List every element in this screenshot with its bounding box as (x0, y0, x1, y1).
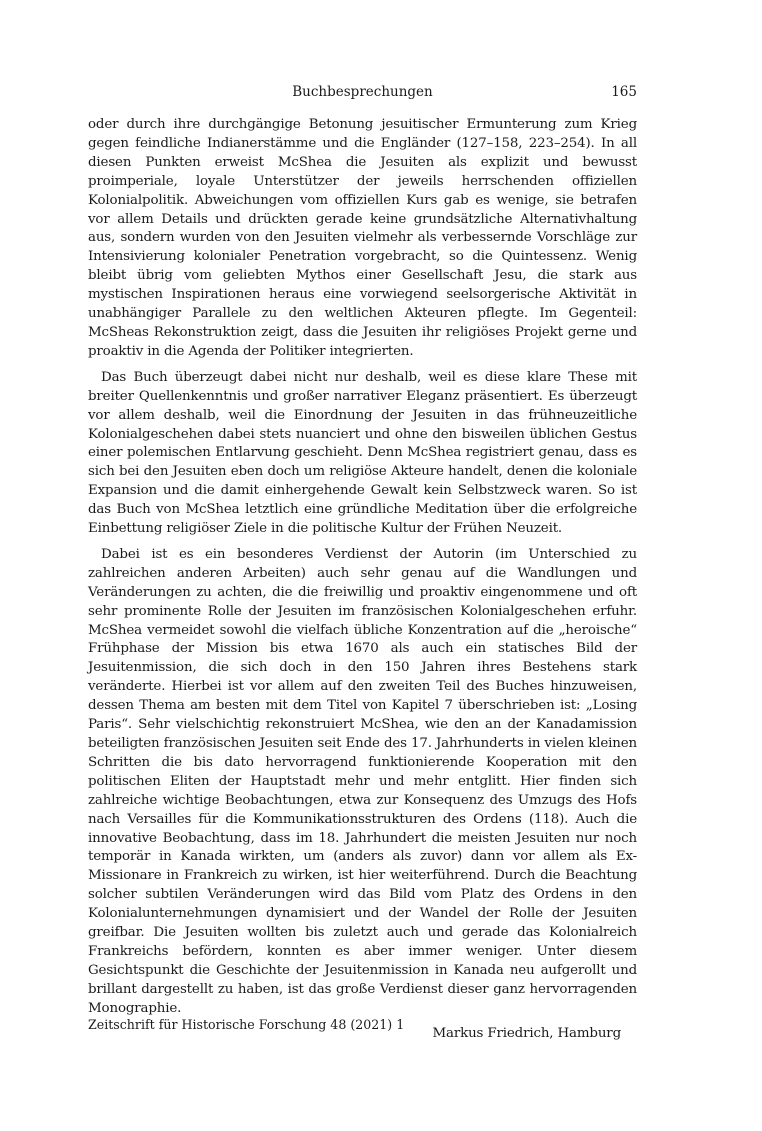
page-number: 165 (611, 84, 637, 100)
running-title: Buchbesprechungen (292, 84, 433, 100)
paragraph: oder durch ihre durchgängige Betonung jesuitischer Ermunterung zum Krieg gegen feindliche Indianerstämme und die Engländer (127–158, 223–254). In all diesen Punkten erweist McShea die Jesuiten als explizit und bewusst proimperiale, loyale Unterstützer der jeweils herrschenden offiziellen Kolonialpolitik. Abweichungen vom offiziellen Kurs gab es wenige, sie betrafen vor allem Details und drückten gerade keine grundsätzliche Alternativhaltung aus, sondern wurden von den Jesuiten vielmehr als verbessernde Vorschläge zur Intensivierung kolonialer Penetration vorgebracht, so die Quintessenz. Wenig bleibt übrig vom geliebten Mythos einer Gesellschaft Jesu, die stark aus mystischen Inspirationen heraus eine vorwiegend seelsorgerische Aktivität in unabhängiger Parallele zu den weltlichen Akteuren pflegte. Im Gegenteil: McSheas Rekonstruktion zeigt, dass die Jesuiten ihr religiöses Projekt gerne und proaktiv in die Agenda der Politiker integrierten. (88, 117, 637, 359)
review-body (88, 116, 637, 1044)
running-head (88, 82, 637, 102)
reviewer-signature: Markus Friedrich, Hamburg (432, 1025, 621, 1041)
journal-footer: Zeitschrift für Historische Forschung 48 (2021) 1 (88, 1017, 405, 1032)
paragraph: Das Buch überzeugt dabei nicht nur deshalb, weil es diese klare These mit breiter Quellenkenntnis und großer narrativer Eleganz präsentiert. Es überzeugt vor allem deshalb, weil die Einordnung der Jesuiten in das frühneuzeitliche Kolonialgeschehen dabei stets nuanciert und ohne den bisweilen üblichen Gestus einer polemischen Entlarvung geschieht. Denn McShea registriert genau, dass es sich bei den Jesuiten eben doch um religiöse Akteure handelt, denen die koloniale Expansion und die damit einhergehende Gewalt kein Selbstzweck waren. So ist das Buch von McShea letztlich eine gründliche Meditation über die erfolgreiche Einbettung religiöser Ziele in die politische Kultur der Frühen Neuzeit. (88, 369, 637, 537)
paragraph: Dabei ist es ein besonderes Verdienst der Autorin (im Unterschied zu zahlreichen anderen Arbeiten) auch sehr genau auf die Wandlungen und Veränderungen zu achten, die die freiwillig und proaktiv eingenommene und oft sehr prominente Rolle der Jesuiten im französischen Kolonialgeschehen erfuhr. McShea vermeidet sowohl die vielfach übliche Konzentration auf die „heroische“ Frühphase der Mission bis etwa 1670 als auch ein statisches Bild der Jesuitenmission, die sich doch in den 150 Jahren ihres Bestehens stark veränderte. Hierbei ist vor allem auf den zweiten Teil des Buches hinzuweisen, dessen Thema am besten mit dem Titel von Kapitel 7 überschrieben ist: „Losing Paris“. Sehr vielschichtig rekonstruiert McShea, wie den an der Kanadamission beteiligten französischen Jesuiten seit Ende des 17. Jahrhunderts in vielen kleinen Schritten die bis dato hervorragend funktionierende Kooperation mit den politischen Eliten der Hauptstadt mehr und mehr entglitt. Hier finden sich zahlreiche wichtige Beobachtungen, etwa zur Konsequenz des Umzugs des Hofs nach Versailles für die Kommunikationsstrukturen des Ordens (118). Auch die innovative Beobachtung, dass im 18. Jahrhundert die meisten Jesuiten nur noch temporär in Kanada wirkten, um (anders als zuvor) dann vor allem als Ex-Missionare in Frankreich zu wirken, ist hier weiterführend. Durch die Beachtung solcher subtilen Veränderungen wird das Bild vom Platz des Ordens in den Kolonialunternehmungen dynamisiert und der Wandel der Rolle der Jesuiten greifbar. Die Jesuiten wollten bis zuletzt auch und gerade das Kolonialreich Frankreichs befördern, konnten es aber immer weniger. Unter diesem Gesichtspunkt die Geschichte der Jesuitenmission in Kanada neu aufgerollt und brillant dargestellt zu haben, ist das große Verdienst dieser ganz hervorragenden Monographie. (88, 546, 637, 1016)
